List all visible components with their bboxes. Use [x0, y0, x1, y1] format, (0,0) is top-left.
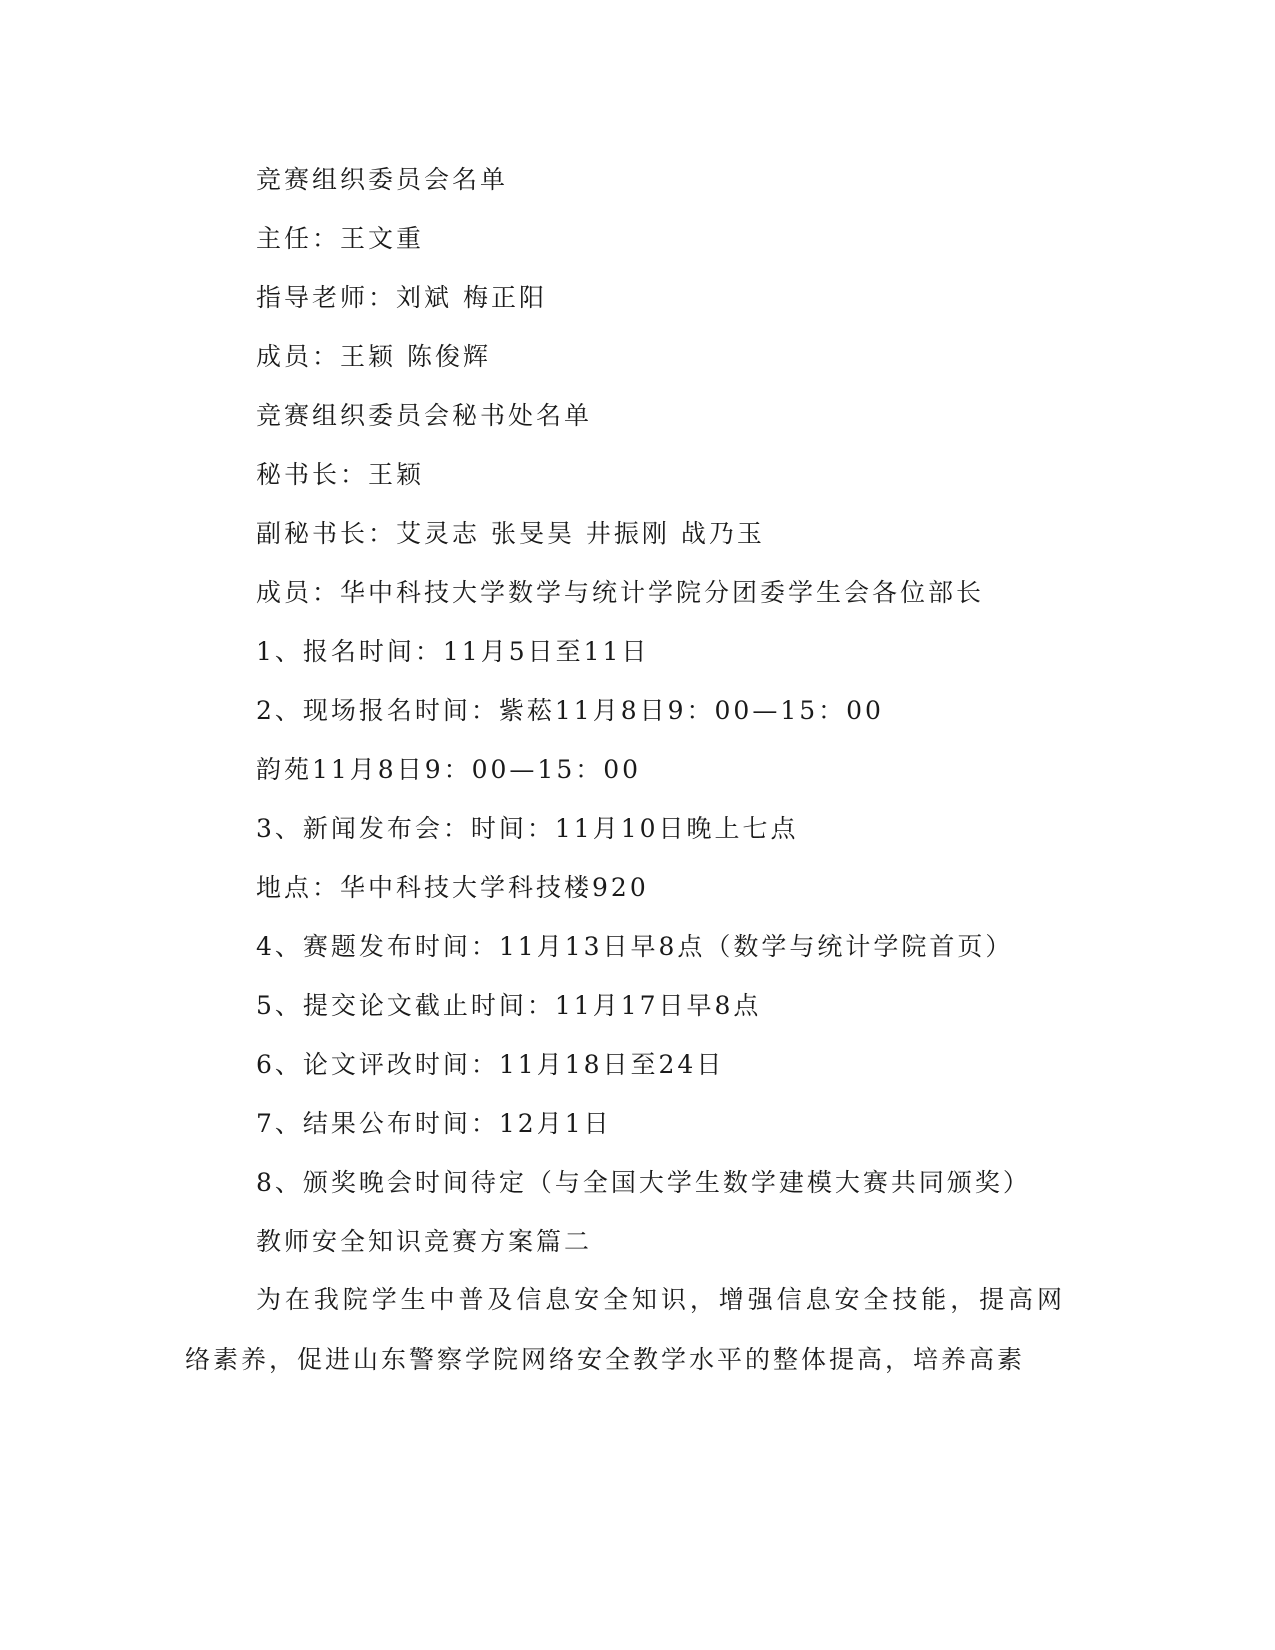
intro-paragraph: 为在我院学生中普及信息安全知识，增强信息安全技能，提高网络素养，促进山东警察学院网络安全教学水平的整体提高，培养高素	[185, 1285, 1065, 1374]
secretary-general-line: 秘书长：王颖	[256, 460, 425, 489]
schedule-item-8: 8、颁奖晚会时间待定（与全国大学生数学建模大赛共同颁奖）	[256, 1168, 1031, 1197]
section-heading: 教师安全知识竞赛方案篇二	[256, 1227, 593, 1256]
members-line: 成员：王颖 陈俊辉	[256, 342, 491, 371]
schedule-item-3: 3、新闻发布会：时间：11月10日晚上七点	[256, 814, 799, 843]
schedule-item-1: 1、报名时间：11月5日至11日	[256, 637, 650, 666]
secretariat-heading: 竞赛组织委员会秘书处名单	[256, 401, 593, 430]
committee-list-heading: 竞赛组织委员会名单	[256, 165, 509, 194]
advisor-line: 指导老师：刘斌 梅正阳	[256, 283, 547, 312]
schedule-item-5: 5、提交论文截止时间：11月17日早8点	[256, 991, 762, 1020]
schedule-item-4: 4、赛题发布时间：11月13日早8点（数学与统计学院首页）	[256, 932, 1014, 961]
secretariat-members-line: 成员：华中科技大学数学与统计学院分团委学生会各位部长	[256, 578, 985, 607]
schedule-item-2: 2、现场报名时间：紫菘11月8日9：00—15：00	[256, 696, 884, 725]
schedule-item-6: 6、论文评改时间：11月18日至24日	[256, 1050, 725, 1079]
schedule-item-2-cont: 韵苑11月8日9：00—15：00	[256, 755, 642, 784]
director-line: 主任：王文重	[256, 224, 425, 253]
schedule-item-3-location: 地点：华中科技大学科技楼920	[256, 873, 649, 902]
deputy-secretary-line: 副秘书长：艾灵志 张旻昊 井振刚 战乃玉	[256, 519, 765, 548]
schedule-item-7: 7、结果公布时间：12月1日	[256, 1109, 612, 1138]
